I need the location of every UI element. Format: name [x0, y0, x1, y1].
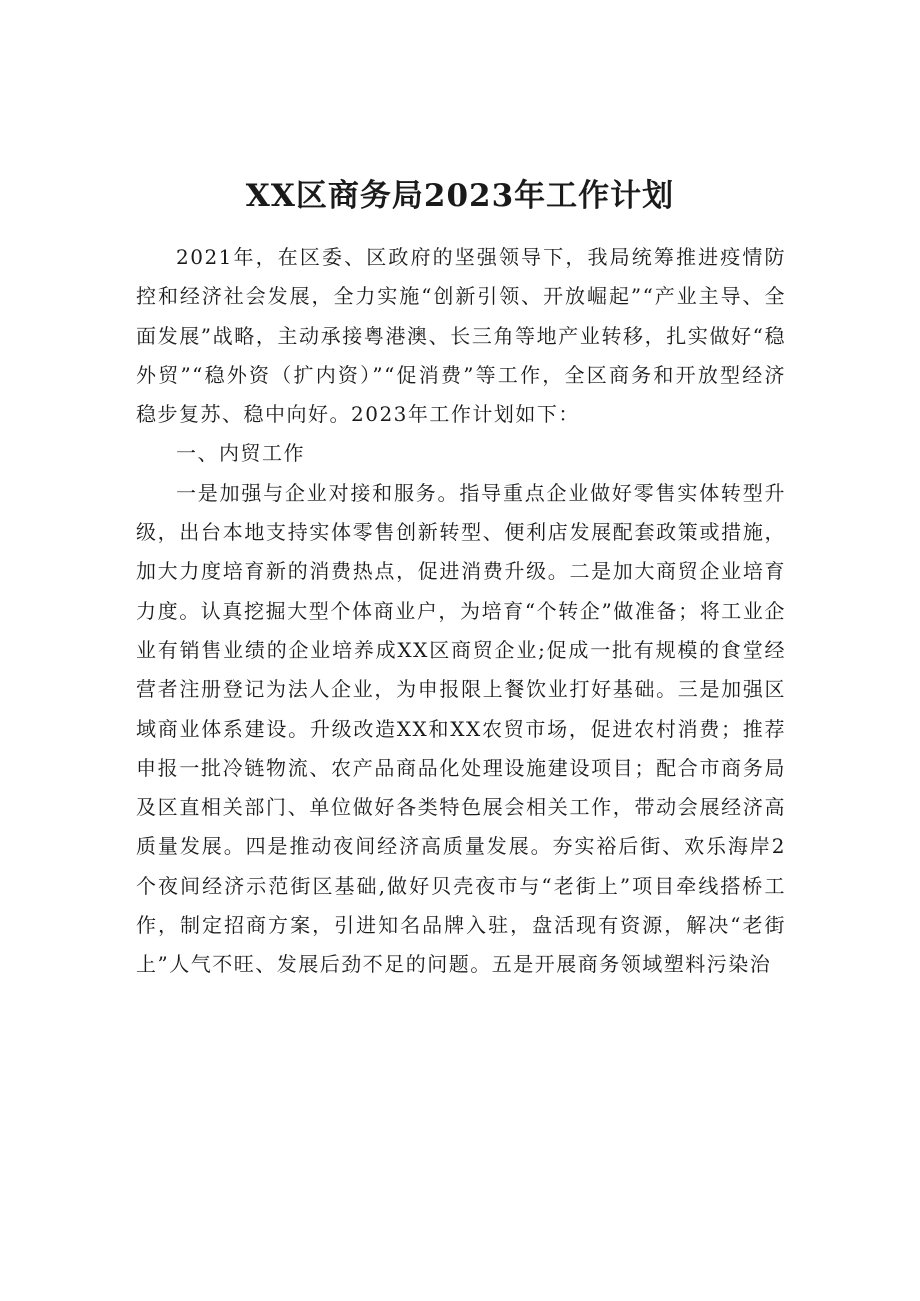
- section-body-domestic-trade: 一是加强与企业对接和服务。指导重点企业做好零售实体转型升级，出台本地支持实体零售创新转型、便利店发展配套政策或措施，加大力度培育新的消费热点，促进消费升级。二是加大商贸企业培育力度。认真挖掘大型个体商业户，为培育“个转企”做准备；将工业企业有销售业绩的企业培养成XX区商贸企业;促成一批有规模的食堂经营者注册登记为法人企业，为申报限上餐饮业打好基础。三是加强区域商业体系建设。升级改造XX和XX农贸市场，促进农村消费；推荐申报一批冷链物流、农产品商品化处理设施建设项目；配合市商务局及区直相关部门、单位做好各类特色展会相关工作，带动会展经济高质量发展。四是推动夜间经济高质量发展。夯实裕后街、欢乐海岸2个夜间经济示范街区基础,做好贝壳夜市与“老街上”项目牵线搭桥工作，制定招商方案，引进知名品牌入驻，盘活现有资源，解决“老街上”人气不旺、发展后劲不足的问题。五是开展商务领域塑料污染治: [136, 480, 786, 977]
- intro-paragraph: 2021年，在区委、区政府的坚强领导下，我局统筹推进疫情防控和经济社会发展，全力实施“创新引领、开放崛起”“产业主导、全面发展”战略，主动承接粤港澳、长三角等地产业转移，扎实做好“稳外贸”“稳外资（扩内资）”“促消费”等工作，全区商务和开放型经济稳步复苏、稳中向好。2023年工作计划如下：: [136, 245, 786, 427]
- section-heading-domestic-trade: 一、内贸工作: [176, 441, 305, 466]
- document-body: [136, 238, 786, 985]
- document-title: XX区商务局2023年工作计划: [245, 178, 675, 214]
